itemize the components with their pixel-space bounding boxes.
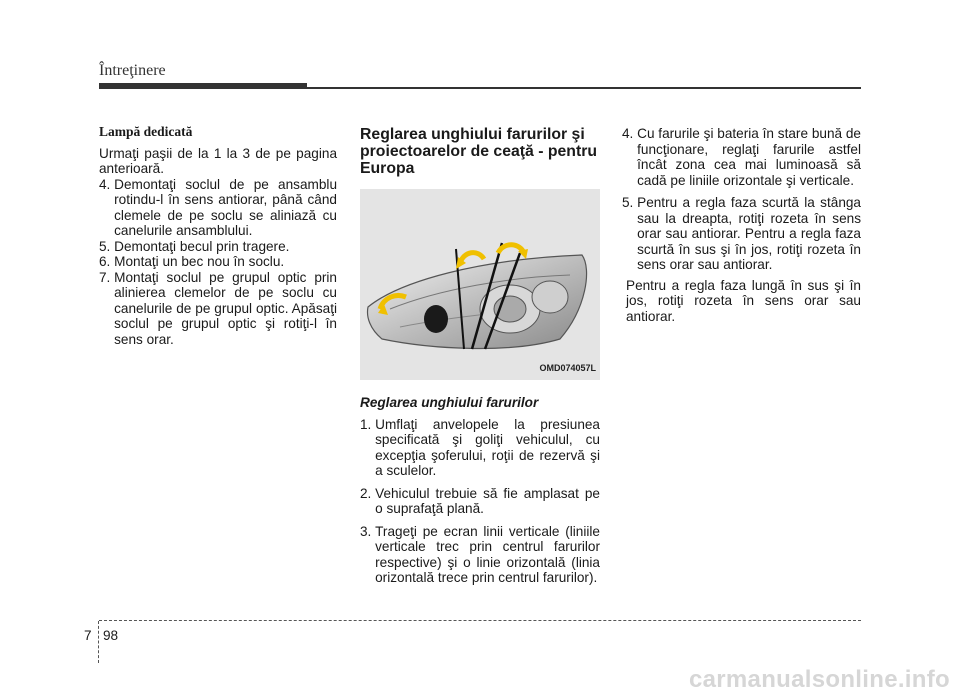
page-header-title: Întreţinere: [99, 62, 166, 79]
item-text: Vehiculul trebuie să fie amplasat pe o suprafaţă plană.: [375, 485, 600, 516]
headlamp-illustration: [360, 189, 600, 380]
item-number: 4.: [622, 126, 634, 141]
item-number: 4.: [99, 176, 111, 192]
figure-code: OMD074057L: [539, 362, 596, 373]
item-text: Cu farurile şi bateria în stare bună de funcţionare, reglaţi farurile astfel încât zona cea mai luminoasă să cadă pe liniile orizontale şi verticale.: [637, 126, 861, 188]
list-item: [622, 126, 861, 188]
item-text: Pentru a regla faza scurtă la stânga sau la dreapta, rotiţi rozeta în sens orar sau antiorar. Pentru a regla faza scurtă în sus şi în jos, rotiţi rozeta în sens orar sau antiorar.: [637, 195, 861, 272]
page-number: 98: [103, 628, 119, 643]
section-title: Reglarea unghiului farurilor şi proiectoarelor de ceaţă - pentru Europa: [360, 126, 598, 177]
chapter-number: 7: [84, 628, 92, 643]
item-number: 1.: [360, 416, 372, 432]
header-rule-thick: [99, 83, 307, 89]
item-text: Demontaţi becul prin tragere.: [114, 238, 290, 254]
subheading-headlamp-aiming: Reglarea unghiului farurilor: [360, 395, 539, 410]
list-item: [622, 195, 861, 273]
footer-divider: [98, 621, 99, 663]
list-item: [99, 177, 337, 239]
high-beam-note: Pentru a regla faza lungă în sus şi în jos, rotiţi rozeta în sens orar sau antiorar.: [626, 277, 861, 324]
header-rule-thin: [307, 87, 861, 89]
list-item: [360, 524, 600, 586]
list-item: [99, 254, 337, 270]
column-middle: [360, 126, 600, 586]
list-item: [99, 270, 337, 348]
intro-paragraph: Urmaţi paşii de la 1 la 3 de pe pagina anterioară.: [99, 145, 337, 176]
list-item: [99, 239, 337, 255]
footer-rule: [99, 620, 861, 621]
column-right: [622, 126, 861, 324]
item-number: 5.: [99, 238, 111, 254]
list-item: [360, 486, 600, 517]
headlamp-figure: [360, 189, 600, 380]
list-item: [360, 417, 600, 479]
watermark: carmanualsonline.info: [688, 666, 950, 693]
item-number: 2.: [360, 485, 372, 501]
item-number: 3.: [360, 523, 372, 539]
item-text: Montaţi soclul pe grupul optic prin alinierea clemelor de pe soclu cu canelurile de pe grupul optic. Apăsaţi soclul pe grupul optic şi rotiţi-l în sens orar.: [114, 269, 337, 347]
item-text: Umflaţi anvelopele la presiunea specificată şi goliţi vehiculul, cu excepţia şoferului, roţii de rezervă şi a sculelor.: [375, 416, 600, 478]
item-text: Trageţi pe ecran linii verticale (liniile verticale trec prin centrul farurilor respective) şi o linie orizontală (linia orizontală trece prin centrul farurilor).: [375, 523, 600, 585]
item-text: Demontaţi soclul de pe ansamblu rotindu-l în sens antiorar, până când clemele de pe soclu se aliniază cu canelurile ansamblului.: [114, 176, 337, 238]
item-number: 7.: [99, 269, 111, 285]
item-text: Montaţi un bec nou în soclu.: [114, 254, 285, 269]
column-left: [99, 124, 337, 347]
item-number: 6.: [99, 254, 111, 269]
item-number: 5.: [622, 195, 634, 210]
subheading-dedicated-lamp: Lampă dedicată: [99, 124, 193, 139]
